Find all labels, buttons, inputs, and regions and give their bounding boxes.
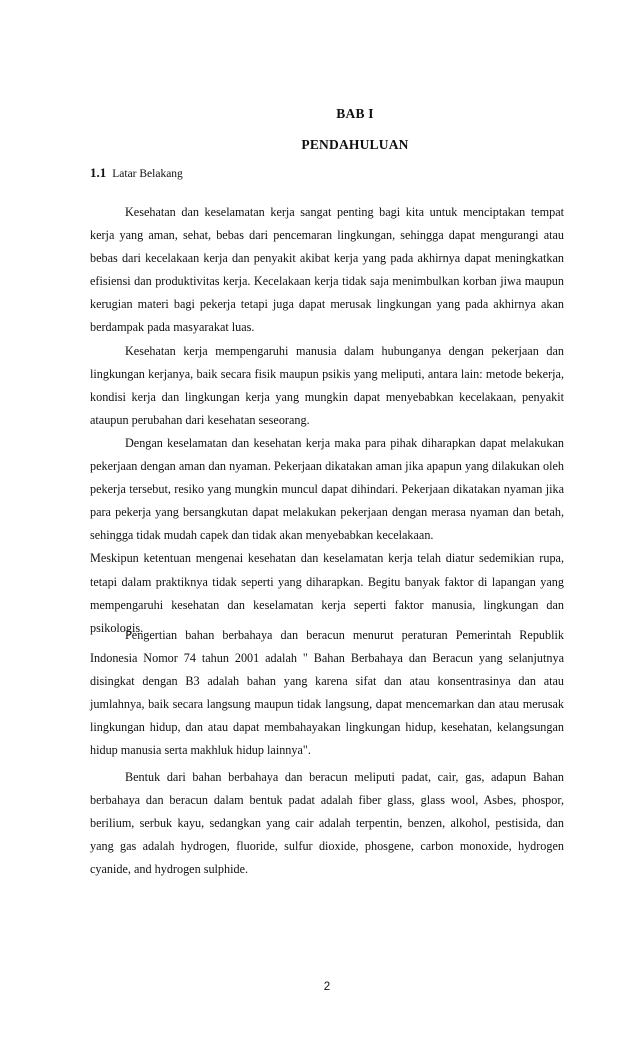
paragraph: Meskipun ketentuan mengenai kesehatan dan keselamatan kerja telah diatur sedemikian rupa, tetapi dalam praktiknya tidak seperti yang diharapkan. Begitu banyak faktor di lapangan yang mempengaruhi kesehatan dan keselamatan kerja seperti faktor manusia, lingkungan dan psikologis. xyxy=(90,551,564,635)
section-heading xyxy=(90,165,183,181)
paragraph: Dengan keselamatan dan kesehatan kerja maka para pihak diharapkan dapat melakukan pekerjaan dengan aman dan nyaman. Pekerjaan dikatakan aman jika apapun yang dilakukan oleh pekerja tersebut, resiko yang mungkin muncul dapat dihindari. Pekerjaan dikatakan nyaman jika para pekerja yang bersangkutan dapat melakukan pekerjaan dengan merasa nyaman dan betah, sehingga tidak mudah capek dan tidak akan menyebabkan kecelakaan. xyxy=(90,435,564,543)
body-text-block xyxy=(90,201,564,640)
section-number: 1.1 xyxy=(90,165,107,180)
body-text-block xyxy=(90,766,564,881)
paragraph: Pengertian bahan berbahaya dan beracun menurut peraturan Pemerintah Republik Indonesia Nomor 74 tahun 2001 adalah " Bahan Berbahaya dan Beracun yang selanjutnya disingkat dengan B3 adalah bahan yang karena sifat dan atau konsentrasinya dan atau jumlahnya, baik secara langsung maupun tidak langsung, dapat mencemarkan dan atau merusak lingkungan hidup, dan atau dapat membahayakan lingkungan hidup, kesehatan, kelangsungan hidup manusia serta makhluk hidup lainnya". xyxy=(90,628,564,758)
paragraph: Bentuk dari bahan berbahaya dan beracun meliputi padat, cair, gas, adapun Bahan berbahaya dan beracun dalam bentuk padat adalah fiber glass, glass wool, Asbes, phospor, berilium, serbuk kayu, sedangkan yang cair adalah terpentin, benzen, alkohol, pestisida, dan yang gas adalah hydrogen, fluoride, sulfur dioxide, phosgene, carbon monoxide, hydrogen cyanide, and hydrogen sulphide. xyxy=(90,770,564,877)
paragraph: Kesehatan dan keselamatan kerja sangat penting bagi kita untuk menciptakan tempat kerja yang aman, sehat, bebas dari pencemaran lingkungan, sehingga dapat mengurangi atau bebas dari kecelakaan kerja dan penyakit akibat kerja yang pada akhirnya dapat meningkatkan efisiensi dan produktivitas kerja. Kecelakaan kerja tidak saja menimbulkan korban jiwa maupun kerugian materi bagi pekerja tetapi juga dapat merusak lingkungan yang pada akhirnya akan berdampak pada masyarakat luas. xyxy=(90,205,564,335)
chapter-title: PENDAHULUAN xyxy=(301,137,409,152)
body-text-block xyxy=(90,624,564,763)
chapter-number: BAB I xyxy=(336,106,374,121)
page-number: 2 xyxy=(323,981,331,993)
paragraph: Kesehatan kerja mempengaruhi manusia dalam hubunganya dengan pekerjaan dan lingkungan kerjanya, baik secara fisik maupun psikis yang meliputi, antara lain: metode bekerja, kondisi kerja dan lingkungan kerja yang mungkin dapat menyebabkan kecelakaan, penyakit ataupun perubahan dari kesehatan seseorang. xyxy=(90,343,564,427)
section-title: Latar Belakang xyxy=(112,168,183,180)
